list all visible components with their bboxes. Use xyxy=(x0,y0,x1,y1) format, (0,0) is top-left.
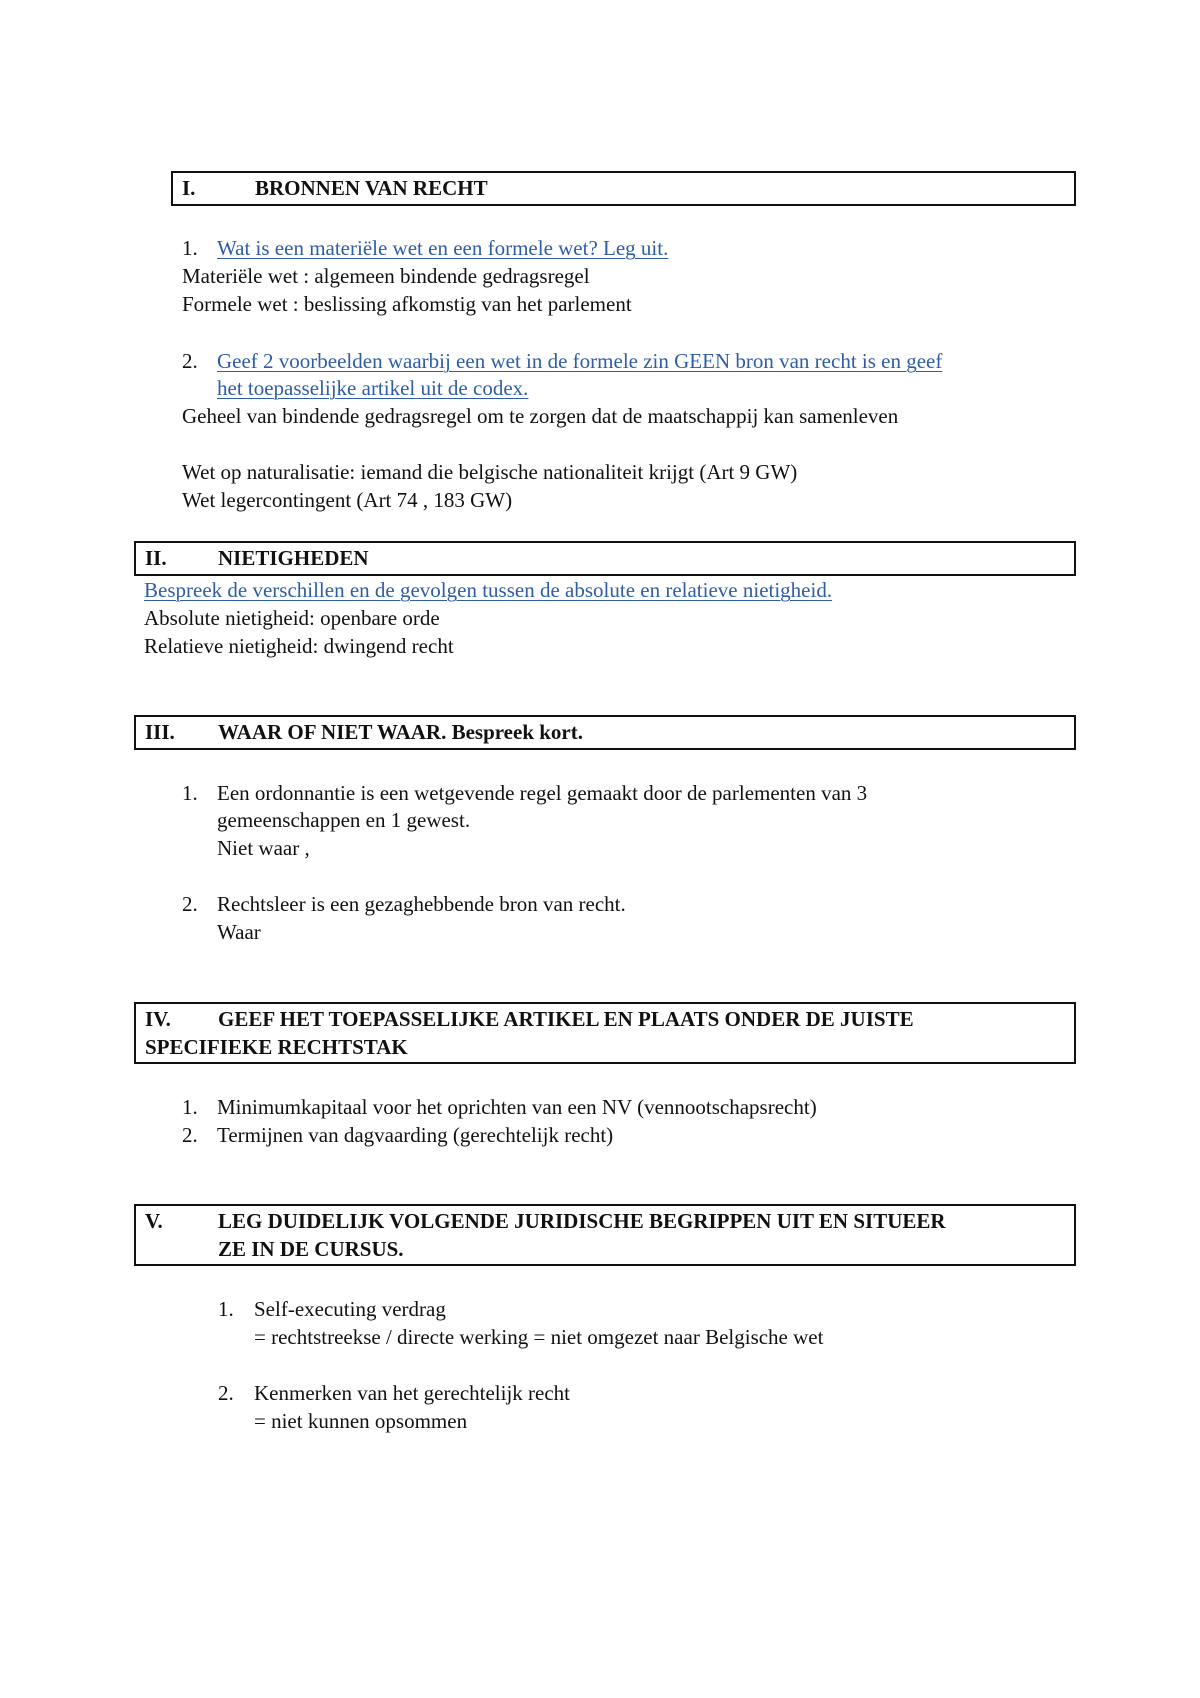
s5-item-1-line-2: = rechtstreekse / directe werking = niet omgezet naar Belgische wet xyxy=(254,1325,824,1349)
s2-answer-line-2: Relatieve nietigheid: dwingend recht xyxy=(144,634,454,658)
s3-item-2-line-1: Rechtsleer is een gezaghebbende bron van recht. xyxy=(217,892,626,916)
s5-item-2-line-1: Kenmerken van het gerechtelijk recht xyxy=(254,1381,571,1405)
section-4-header xyxy=(134,1002,1076,1064)
s3-item-1-number: 1. xyxy=(182,781,198,805)
s3-item-2-number: 2. xyxy=(182,892,198,916)
section-5-title-line-2: ZE IN DE CURSUS. xyxy=(218,1237,404,1261)
section-1-title: BRONNEN VAN RECHT xyxy=(255,176,488,200)
section-5-header xyxy=(134,1204,1076,1266)
s1-answer-2-line-2: Wet op naturalisatie: iemand die belgische nationaliteit krijgt (Art 9 GW) xyxy=(182,460,798,484)
section-5-title-line-1: LEG DUIDELIJK VOLGENDE JURIDISCHE BEGRIPPEN UIT EN SITUEER xyxy=(218,1209,946,1233)
section-3-header xyxy=(134,715,1076,750)
s1-question-2-line-1: Geef 2 voorbeelden waarbij een wet in de formele zin GEEN bron van recht is en geef xyxy=(217,349,943,373)
section-2-number: II. xyxy=(145,546,167,570)
s4-item-2: Termijnen van dagvaarding (gerechtelijk recht) xyxy=(217,1123,614,1147)
s3-item-2-answer: Waar xyxy=(217,920,261,944)
s5-item-2-line-2: = niet kunnen opsommen xyxy=(254,1409,468,1433)
s3-item-1-answer: Niet waar , xyxy=(217,836,310,860)
s5-item-1-number: 1. xyxy=(218,1297,234,1321)
section-5-number: V. xyxy=(145,1209,163,1233)
s1-question-1: Wat is een materiële wet en een formele wet? Leg uit. xyxy=(217,236,669,260)
section-1-header xyxy=(171,171,1076,206)
s5-item-1-line-1: Self-executing verdrag xyxy=(254,1297,446,1321)
s1-answer-1-line-2: Formele wet : beslissing afkomstig van het parlement xyxy=(182,292,632,316)
s2-question: Bespreek de verschillen en de gevolgen tussen de absolute en relatieve nietigheid. xyxy=(144,578,833,602)
section-2-title: NIETIGHEDEN xyxy=(218,546,369,570)
s1-question-2-line-2: het toepasselijke artikel uit de codex. xyxy=(217,376,529,400)
section-4-title-line-2: SPECIFIEKE RECHTSTAK xyxy=(145,1035,408,1059)
s4-item-2-number: 2. xyxy=(182,1123,198,1147)
section-3-title: WAAR OF NIET WAAR. Bespreek kort. xyxy=(218,720,583,744)
s4-item-1: Minimumkapitaal voor het oprichten van een NV (vennootschapsrecht) xyxy=(217,1095,817,1119)
s2-answer-line-1: Absolute nietigheid: openbare orde xyxy=(144,606,440,630)
s3-item-1-line-2: gemeenschappen en 1 gewest. xyxy=(217,808,471,832)
section-2-header xyxy=(134,541,1076,576)
s1-answer-2-line-3: Wet legercontingent (Art 74 , 183 GW) xyxy=(182,488,513,512)
s1-answer-1-line-1: Materiële wet : algemeen bindende gedragsregel xyxy=(182,264,590,288)
s4-item-1-number: 1. xyxy=(182,1095,198,1119)
section-3-number: III. xyxy=(145,720,175,744)
section-4-number: IV. xyxy=(145,1007,171,1031)
s1-answer-2-line-1: Geheel van bindende gedragsregel om te zorgen dat de maatschappij kan samenleven xyxy=(182,404,899,428)
s1-q1-number: 1. xyxy=(182,236,198,260)
s3-item-1-line-1: Een ordonnantie is een wetgevende regel gemaakt door de parlementen van 3 xyxy=(217,781,868,805)
s1-q2-number: 2. xyxy=(182,349,198,373)
s5-item-2-number: 2. xyxy=(218,1381,234,1405)
section-1-number: I. xyxy=(182,176,196,200)
section-4-title-line-1: GEEF HET TOEPASSELIJKE ARTIKEL EN PLAATS ONDER DE JUISTE xyxy=(218,1007,914,1031)
